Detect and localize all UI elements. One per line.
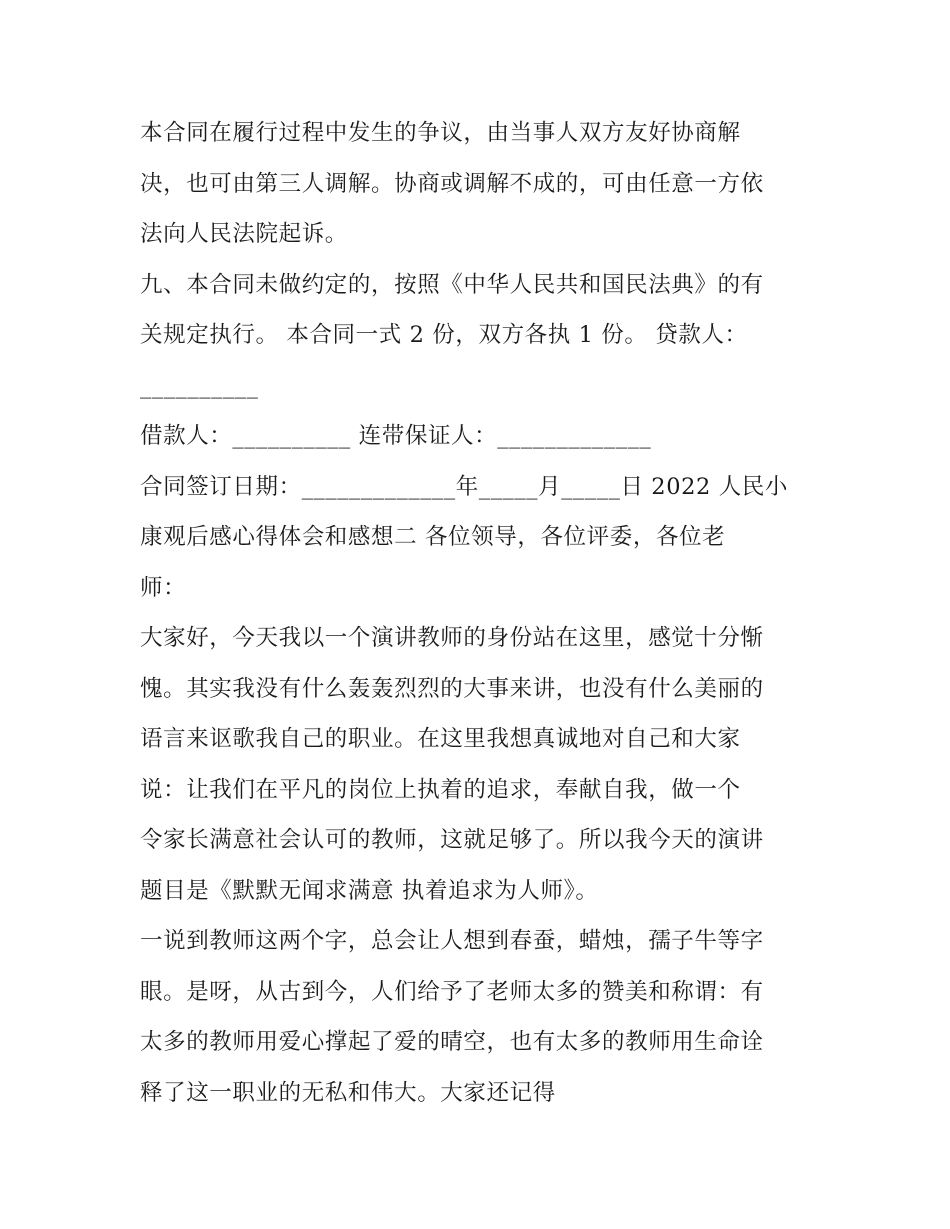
signature-line-borrower-guarantor: 借款人：__________ 连带保证人：_____________ [140, 423, 652, 449]
text-line: 太多的教师用爱心撑起了爱的晴空，也有太多的教师用生命诠 [140, 1029, 764, 1055]
text-line: 释了这一职业的无私和伟大。大家还记得 [140, 1079, 556, 1106]
text-line: 关规定执行。 本合同一式 2 份，双方各执 1 份。 贷款人： [140, 322, 748, 348]
text-line: 语言来讴歌我自己的职业。在这里我想真诚地对自己和大家 [140, 726, 741, 752]
text-line: 康观后感心得体会和感想二 各位领导，各位评委，各位老 [140, 524, 726, 550]
text-line: 愧。其实我没有什么轰轰烈烈的大事来讲，也没有什么美丽的 [140, 675, 764, 702]
text-line: 令家长满意社会认可的教师，这就足够了。所以我今天的演讲 [140, 827, 764, 853]
text-line: 决，也可由第三人调解。协商或调解不成的，可由任意一方依 [140, 170, 764, 197]
text-line: 大家好，今天我以一个演讲教师的身份站在这里，感觉十分惭 [140, 625, 764, 651]
text-line: 眼。是呀，从古到今，人们给予了老师太多的赞美和称谓：有 [140, 978, 764, 1005]
signature-blank-lender: __________ [140, 372, 259, 399]
text-line: 题目是《默默无闻求满意 执着追求为人师》。 [140, 877, 599, 904]
text-line: 一说到教师这两个字，总会让人想到春蚕，蜡烛，孺子牛等字 [140, 928, 764, 954]
text-line: 说：让我们在平凡的岗位上执着的追求，奉献自我，做一个 [140, 776, 741, 803]
text-line: 法向人民法院起诉。 [140, 221, 348, 247]
text-line: 师： [140, 574, 187, 601]
text-line: 九、本合同未做约定的，按照《中华人民共和国民法典》的有 [140, 271, 764, 298]
contract-date-line: 合同签订日期：_____________年_____月_____日 2022 人民小 [140, 473, 789, 500]
text-line: 本合同在履行过程中发生的争议，由当事人双方友好协商解 [140, 120, 741, 146]
document-body [140, 108, 830, 1118]
